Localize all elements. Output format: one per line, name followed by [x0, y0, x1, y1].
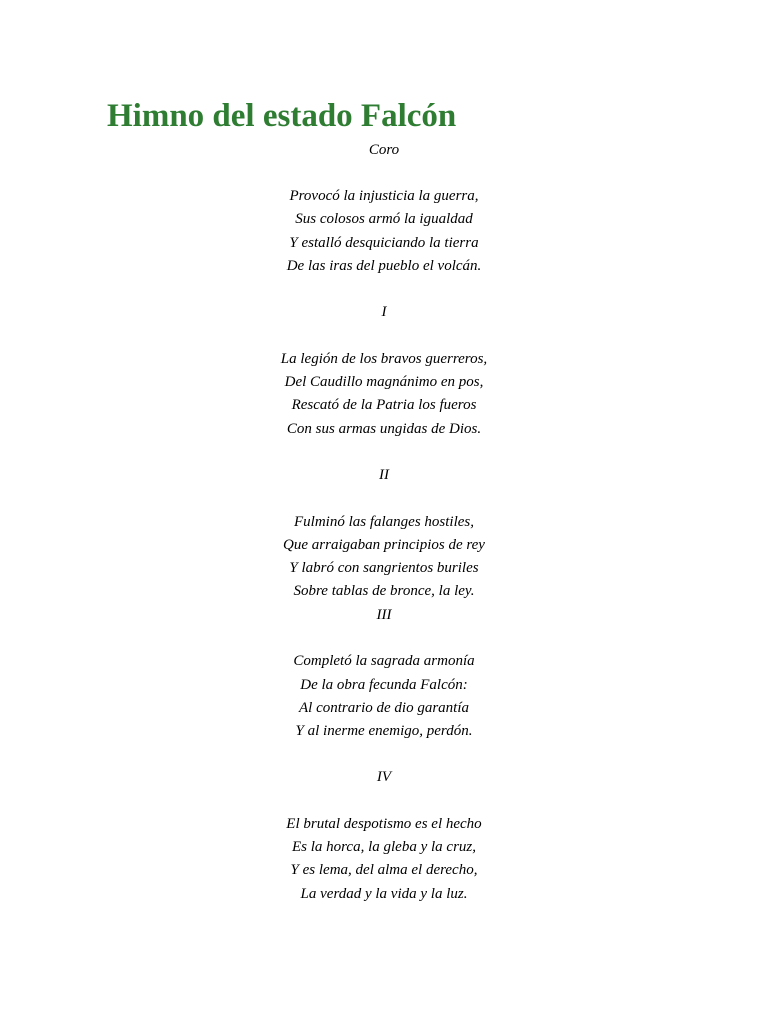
coro-line: Y estalló desquiciando la tierra [289, 235, 479, 251]
stanza-line: Y al inerme enemigo, perdón. [295, 723, 473, 739]
stanza-line: Completó la sagrada armonía [293, 653, 475, 669]
stanza-line: Rescató de la Patria los fueros [291, 397, 477, 413]
stanza-line: Con sus armas ungidas de Dios. [286, 421, 482, 437]
stanza-line: La legión de los bravos guerreros, [280, 351, 488, 367]
stanza-numeral: IV [376, 769, 392, 785]
stanza-line: Que arraigaban principios de rey [283, 537, 485, 553]
stanza-line: El brutal despotismo es el hecho [286, 816, 482, 832]
stanza-line: La verdad y la vida y la luz. [300, 886, 468, 902]
stanza-numeral: III [376, 607, 392, 623]
coro-heading: Coro [368, 142, 400, 158]
stanza-line: Del Caudillo magnánimo en pos, [284, 374, 484, 390]
stanza-line: Y labró con sangrientos buriles [289, 560, 479, 576]
stanza-line: Fulminó las falanges hostiles, [294, 514, 474, 530]
stanza-line: Es la horca, la gleba y la cruz, [291, 839, 476, 855]
page-title: Himno del estado Falcón [107, 98, 457, 134]
stanza-numeral: I [381, 304, 387, 320]
stanza-numeral: II [379, 467, 389, 483]
coro-line: Sus colosos armó la igualdad [295, 211, 473, 227]
coro-line: Provocó la injusticia la guerra, [289, 188, 479, 204]
stanza-line: Y es lema, del alma el derecho, [290, 862, 478, 878]
stanza-line: De la obra fecunda Falcón: [300, 677, 468, 693]
stanza-line: Al contrario de dio garantía [299, 700, 469, 716]
coro-line: De las iras del pueblo el volcán. [286, 258, 482, 274]
stanza-line: Sobre tablas de bronce, la ley. [293, 583, 475, 599]
